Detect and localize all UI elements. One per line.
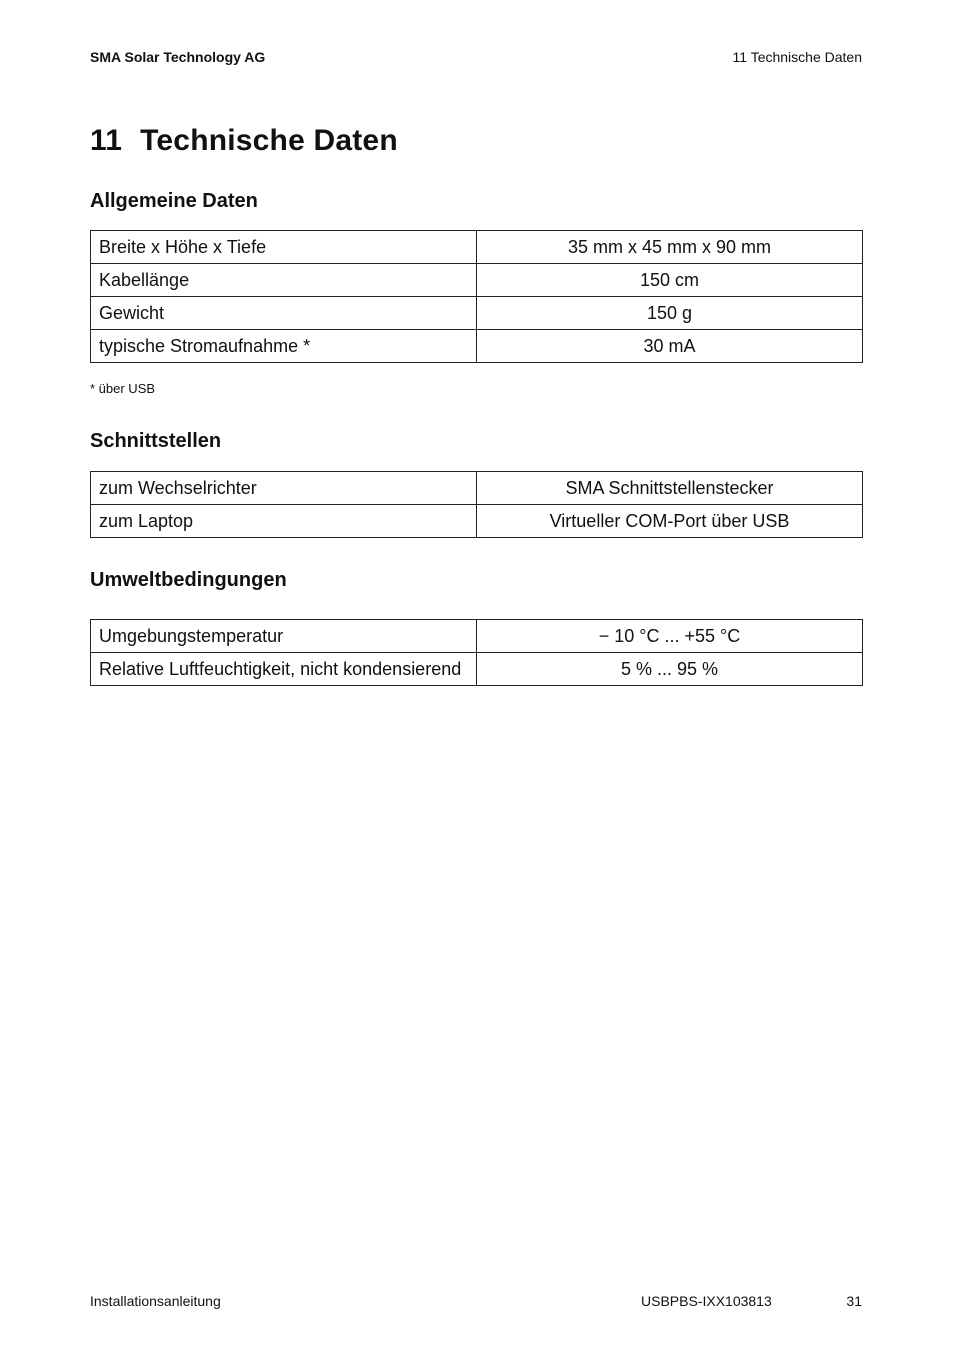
- row-value: 35 mm x 45 mm x 90 mm: [477, 231, 863, 264]
- row-label: zum Wechselrichter: [91, 472, 477, 505]
- environment-data-table: [90, 619, 863, 686]
- table-row: [91, 330, 863, 363]
- table-row: [91, 505, 863, 538]
- row-label: typische Stromaufnahme *: [91, 330, 477, 363]
- footer-doc-type: Installationsanleitung: [90, 1293, 221, 1309]
- header-chapter-ref: 11 Technische Daten: [732, 49, 862, 65]
- table-row: [91, 620, 863, 653]
- row-label: Umgebungstemperatur: [91, 620, 477, 653]
- footnote: * über USB: [90, 381, 156, 396]
- row-value: 150 cm: [477, 264, 863, 297]
- section-title-interfaces: Schnittstellen: [90, 430, 222, 452]
- chapter-title: [90, 124, 398, 158]
- row-label: Relative Luftfeuchtigkeit, nicht kondensierend: [91, 653, 477, 686]
- row-value: SMA Schnittstellenstecker: [477, 472, 863, 505]
- page-number: 31: [846, 1293, 862, 1309]
- row-value: 5 % ... 95 %: [477, 653, 863, 686]
- chapter-number: 11: [90, 124, 123, 157]
- header-company: SMA Solar Technology AG: [90, 49, 266, 65]
- section-title-general: Allgemeine Daten: [90, 190, 258, 212]
- row-value: Virtueller COM-Port über USB: [477, 505, 863, 538]
- interfaces-data-table: [90, 471, 863, 538]
- general-data-table: [90, 230, 863, 363]
- chapter-title-text: Technische Daten: [140, 124, 398, 157]
- row-value: 30 mA: [477, 330, 863, 363]
- table-row: [91, 472, 863, 505]
- table-row: [91, 653, 863, 686]
- row-label: Kabellänge: [91, 264, 477, 297]
- row-value: 150 g: [477, 297, 863, 330]
- table-row: [91, 231, 863, 264]
- row-label: Gewicht: [91, 297, 477, 330]
- footer-doc-id: USBPBS-IXX103813: [641, 1293, 772, 1309]
- table-row: [91, 264, 863, 297]
- section-title-environment: Umweltbedingungen: [90, 569, 287, 591]
- table-row: [91, 297, 863, 330]
- row-label: zum Laptop: [91, 505, 477, 538]
- row-value: − 10 °C ... +55 °C: [477, 620, 863, 653]
- row-label: Breite x Höhe x Tiefe: [91, 231, 477, 264]
